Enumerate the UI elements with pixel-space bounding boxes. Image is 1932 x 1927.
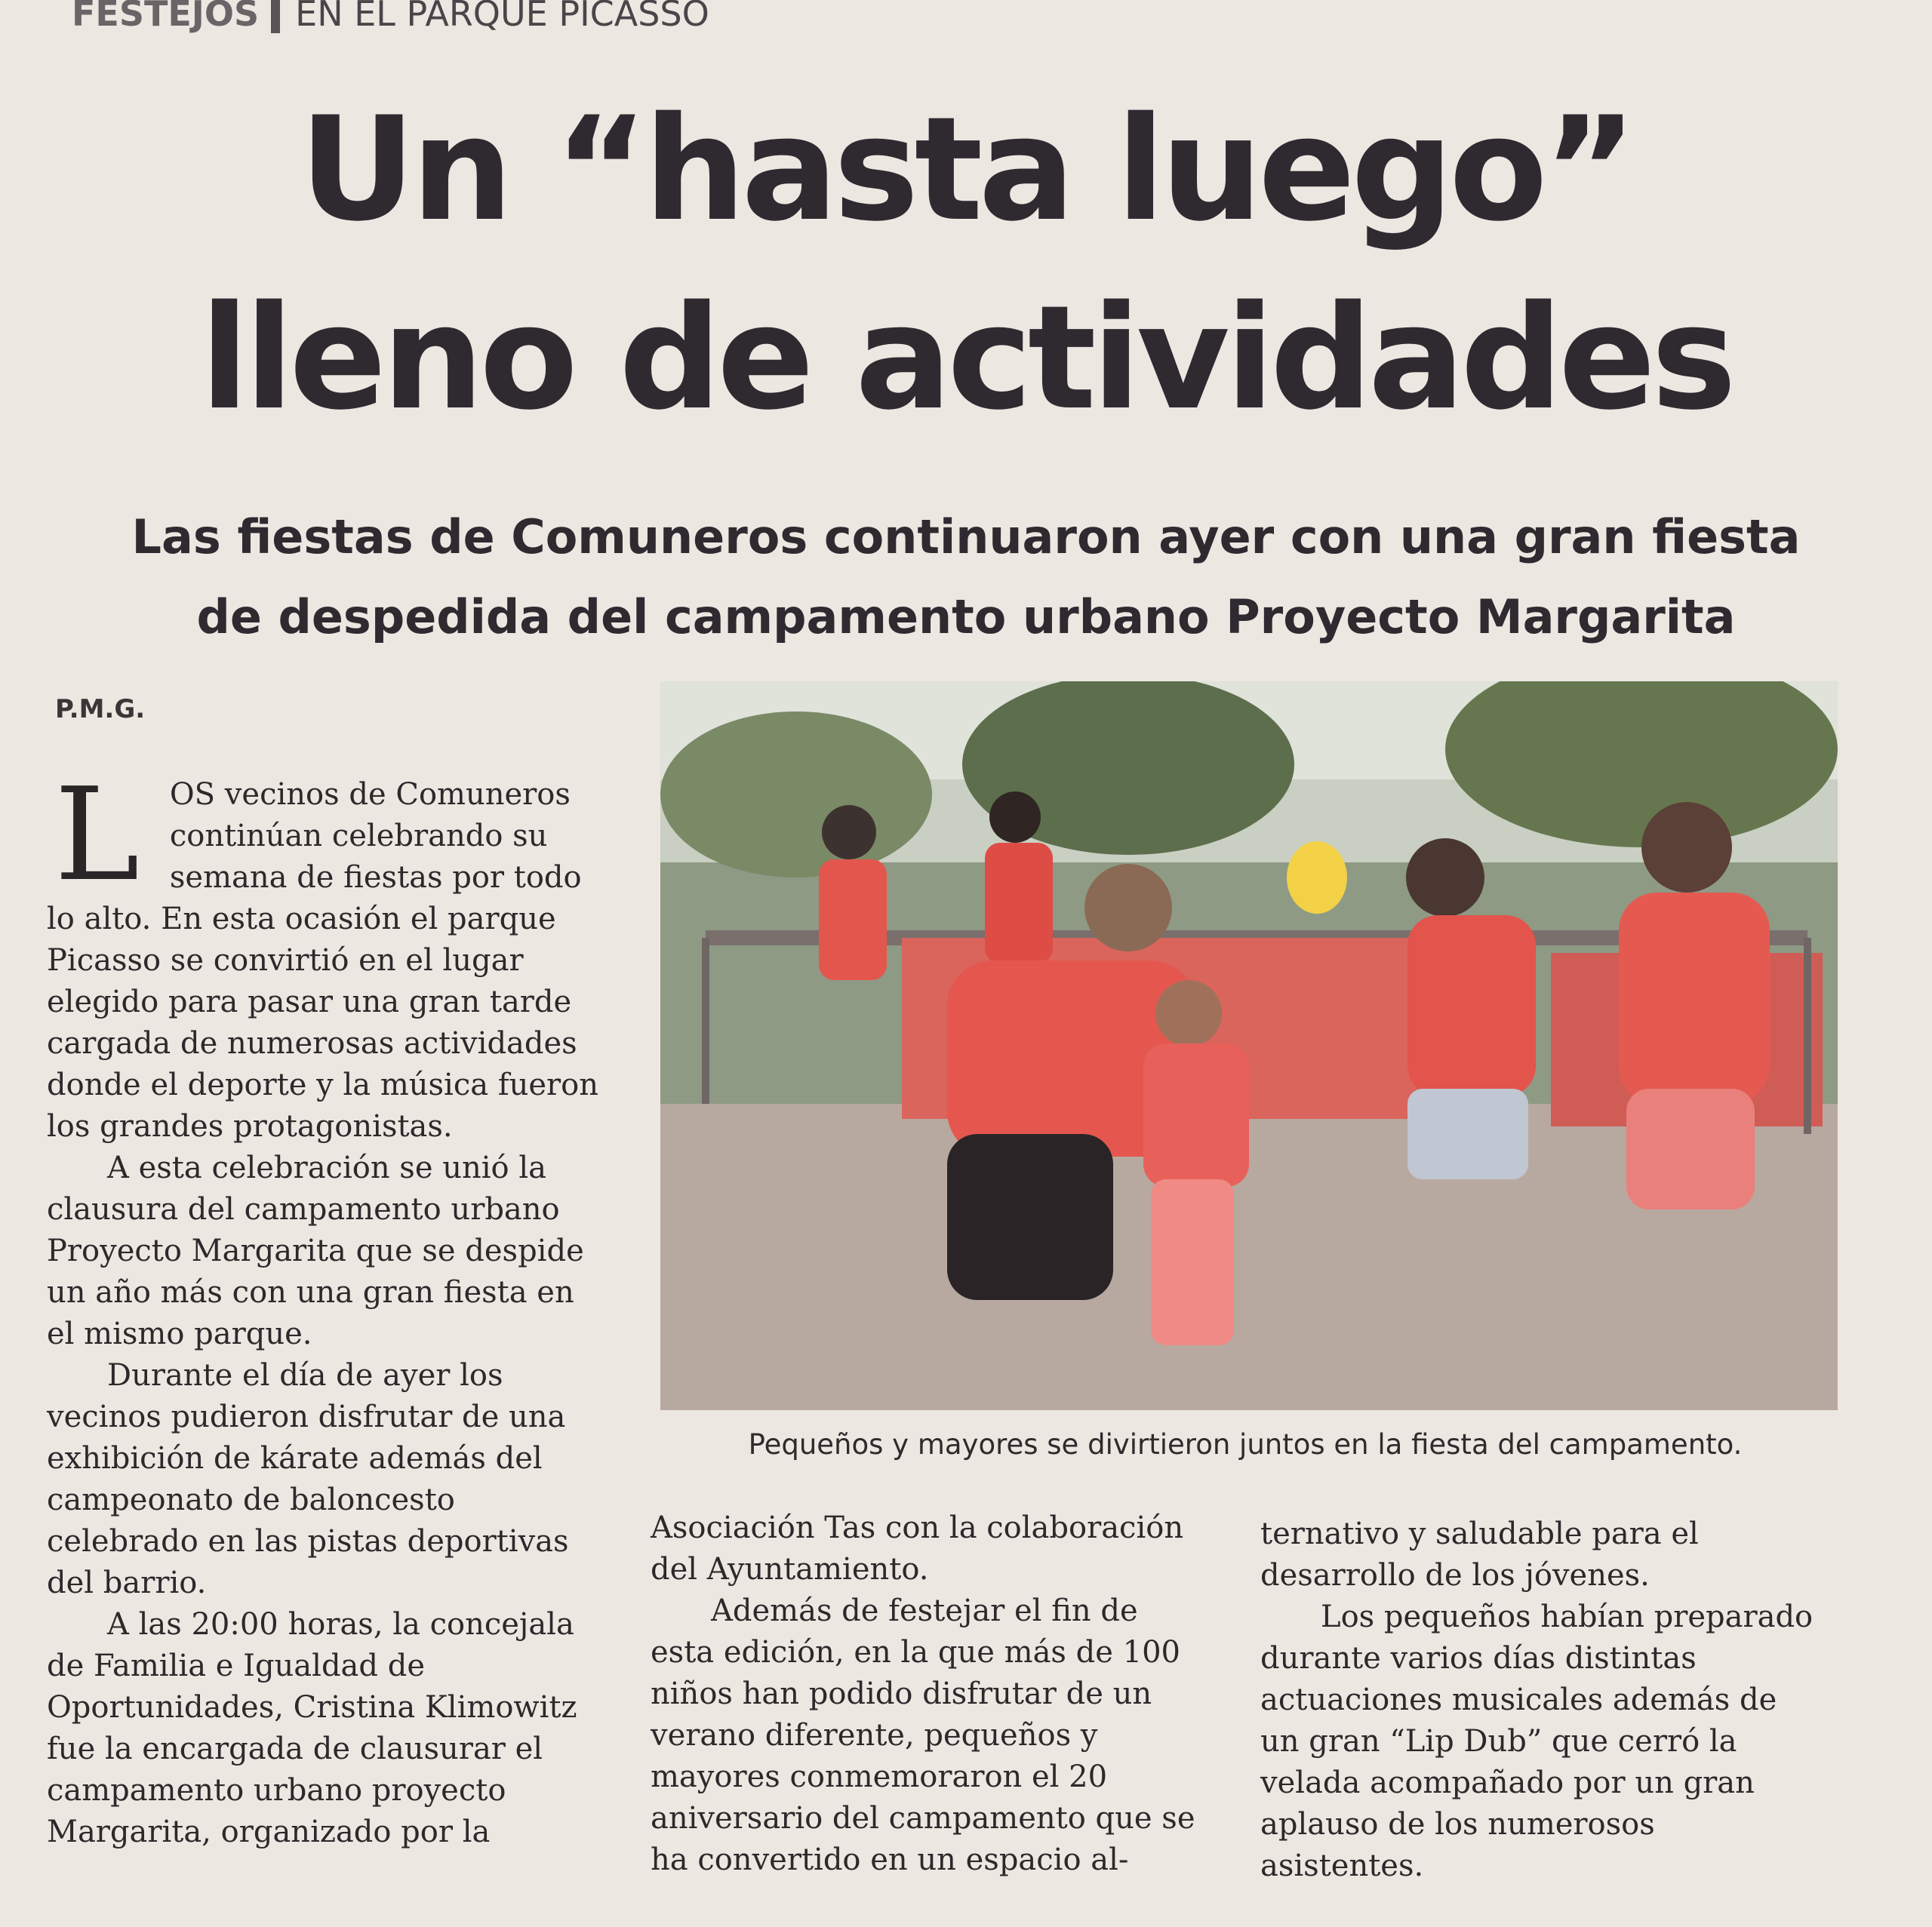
article-column-3 xyxy=(1260,1514,1819,1887)
article-column-2 xyxy=(651,1507,1209,1881)
section-name: FESTEJOS xyxy=(72,0,260,34)
article-column-1 xyxy=(47,761,605,1853)
article-photo xyxy=(660,681,1838,1410)
kicker-divider xyxy=(271,0,280,33)
headline-line-2: lleno de actividades xyxy=(199,275,1733,441)
photo-caption: Pequeños y mayores se divirtieron juntos en la fiesta del campamento. xyxy=(748,1428,1743,1461)
subheadline-line-1: Las fiestas de Comuneros continuaron ayer con una gran fiesta xyxy=(131,509,1801,564)
article-paragraph: Durante el día de ayer los vecinos pudieron disfrutar de una exhibición de kárate además del campeonato de baloncesto celebrado en las pistas deportivas del barrio. xyxy=(47,1358,569,1600)
section-kicker xyxy=(72,0,709,36)
subheadline-line-2: de despedida del campamento urbano Proyecto Margarita xyxy=(196,589,1736,644)
drop-cap: L xyxy=(54,761,140,910)
article-paragraph: Asociación Tas con la colaboración del Ayuntamiento. xyxy=(651,1511,1184,1587)
article-paragraph: Además de festejar el fin de esta edición, en la que más de 100 niños han podido disfrutar de un verano diferente, pequeños y mayores conmemoraron el 20 aniversario del campamento que se ha convertido en un espacio al- xyxy=(651,1594,1195,1877)
article-paragraph: A las 20:00 horas, la concejala de Familia e Igualdad de Oportunidades, Cristina Klimowitz fue la encargada de clausurar el campamento urbano proyecto Margarita, organizado por la xyxy=(47,1607,577,1849)
headline-line-1: Un “hasta luego” xyxy=(299,86,1633,253)
photo-illustration xyxy=(660,681,1838,1410)
kicker-topic: EN EL PARQUE PICASSO xyxy=(295,0,709,34)
byline: P.M.G. xyxy=(55,694,146,724)
article-paragraph: A esta celebración se unió la clausura del campamento urbano Proyecto Margarita que se despide un año más con una gran fiesta en el mismo parque. xyxy=(47,1151,584,1351)
article-paragraph: Los pequeños habían preparado durante varios días distintas actuaciones musicales además de un gran “Lip Dub” que cerró la velada acompañado por un gran aplauso de los numerosos asistentes. xyxy=(1260,1600,1814,1883)
paragraph-text: OS vecinos de Comuneros continúan celebrando su semana de fiestas por todo lo alto. En esta ocasión el parque Picasso se convirtió en el lugar elegido para pasar una gran tarde cargada de numerosas actividades donde el deporte y la música fueron los grandes protagonistas. xyxy=(47,777,599,1144)
article-paragraph: ternativo y saludable para el desarrollo de los jóvenes. xyxy=(1260,1517,1699,1593)
article-paragraph xyxy=(47,761,605,1148)
